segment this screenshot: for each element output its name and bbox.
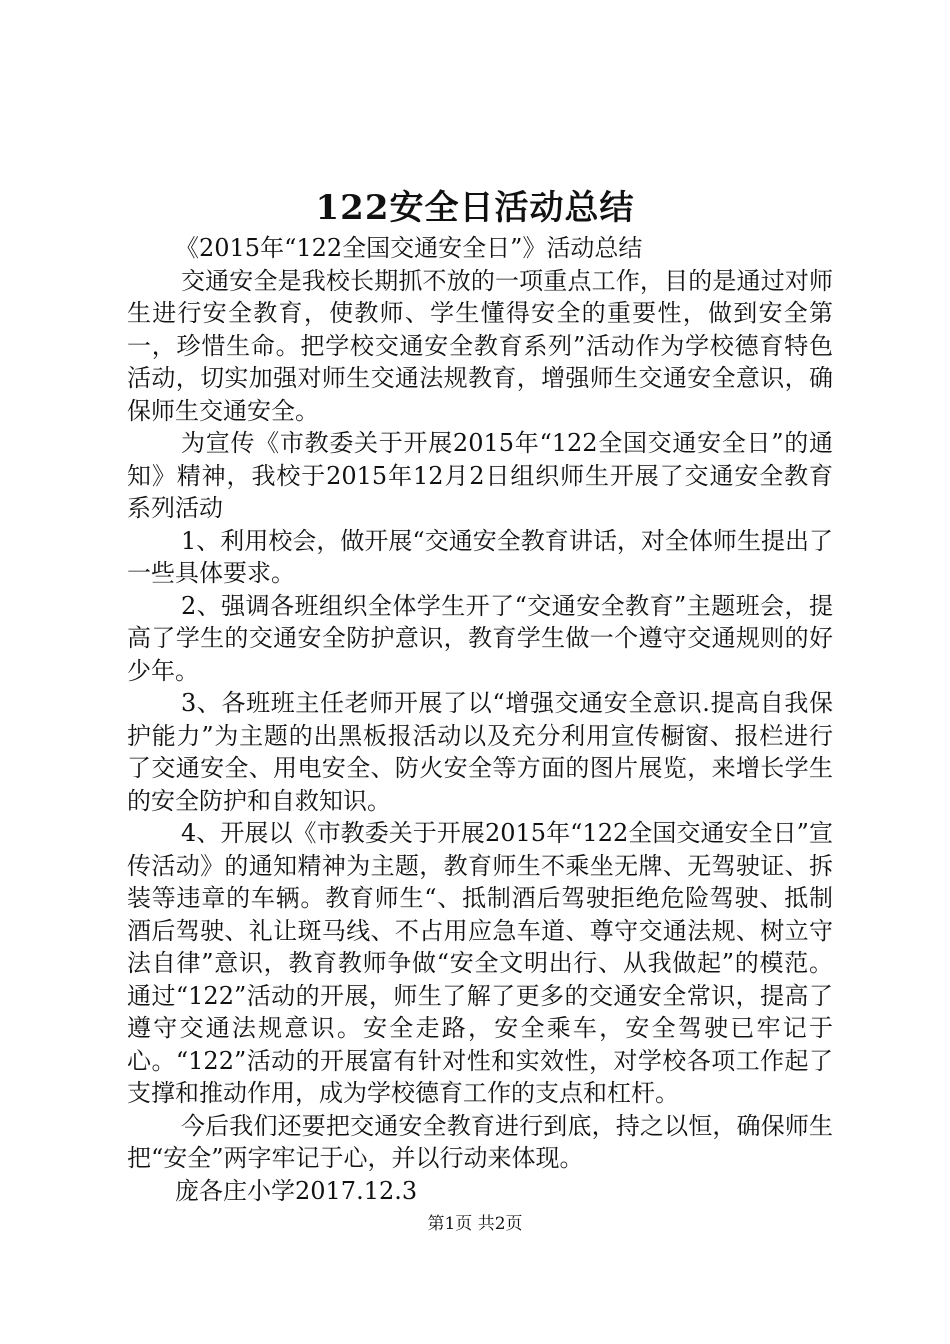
paragraph-item-1: 1、利用校会，做开展“交通安全教育讲话，对全体师生提出了一些具体要求。: [127, 526, 833, 587]
page-footer: 第1页 共2页: [427, 1214, 523, 1234]
signature-line: 庞各庄小学2017.12.3: [175, 1176, 418, 1205]
paragraph-conclusion: 今后我们还要把交通安全教育进行到底，持之以恒，确保师生把“安全”两字牢记于心，并以行动来体现。: [127, 1111, 833, 1172]
paragraph-item-2: 2、强调各班组织全体学生开了“交通安全教育”主题班会，提高了学生的交通安全防护意识，教育学生做一个遵守交通规则的好少年。: [127, 591, 833, 685]
paragraph-item-4: 4、开展以《市教委关于开展2015年“122全国交通安全日”宣传活动》的通知精神为主题，教育师生不乘坐无牌、无驾驶证、拆装等违章的车辆。教育师生“、抵制酒后驾驶拒绝危险驾驶、抵制酒后驾驶、礼让斑马线、不占用应急车道、尊守交通法规、树立守法自律”意识，教育教师争做“安全文明出行、从我做起”的模范。通过“122”活动的开展，师生了解了更多的交通安全常识，提高了遵守交通法规意识。安全走路，安全乘车，安全驾驶已牢记于心。“122”活动的开展富有针对性和实效性，对学校各项工作起了支撑和推动作用，成为学校德育工作的支点和杠杆。: [127, 819, 833, 1107]
paragraph-intro: 交通安全是我校长期抓不放的一项重点工作，目的是通过对师生进行安全教育，使教师、学生懂得安全的重要性，做到安全第一，珍惜生命。把学校交通安全教育系列”活动作为学校德育特色活动，切实加强对师生交通法规教育，增强师生交通安全意识，确保师生交通安全。: [127, 266, 833, 425]
paragraph-item-3: 3、各班班主任老师开展了以“增强交通安全意识.提高自我保护能力”为主题的出黑板报活动以及充分利用宣传橱窗、报栏进行了交通安全、用电安全、防火安全等方面的图片展览，来增长学生的安全防护和自救知识。: [127, 689, 833, 815]
document-title: 122安全日活动总结: [315, 188, 635, 228]
document-body: [127, 232, 833, 1207]
subtitle-line: 《2015年“122全国交通安全日”》活动总结: [175, 234, 643, 262]
paragraph-campaign: 为宣传《市教委关于开展2015年“122全国交通安全日”的通知》精神，我校于2015年12月2日组织师生开展了交通安全教育系列活动: [127, 429, 833, 522]
